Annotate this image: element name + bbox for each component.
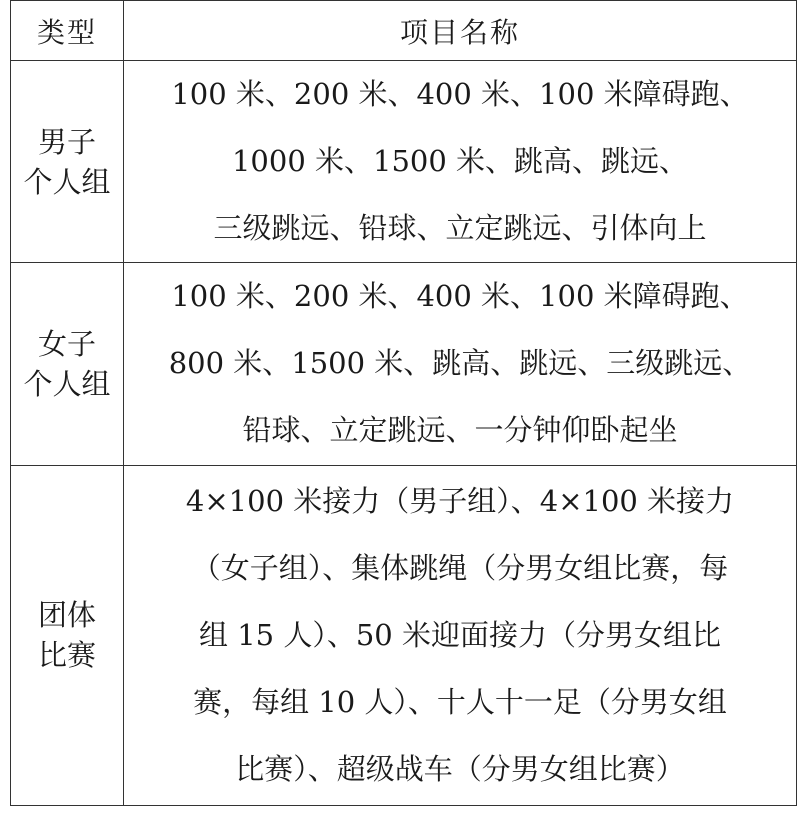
- item-line: 100 米、200 米、400 米、100 米障碍跑、: [171, 279, 749, 314]
- type-label-line: 个人组: [23, 164, 111, 199]
- item-line: 800 米、1500 米、跳高、跳远、三级跳远、: [168, 346, 752, 381]
- item-line: 铅球、立定跳远、一分钟仰卧起坐: [242, 413, 678, 448]
- type-label-line: 男子: [37, 124, 96, 159]
- type-cell-female: [11, 263, 124, 465]
- table-row: [11, 263, 797, 465]
- item-line: 1000 米、1500 米、跳高、跳远、: [231, 144, 689, 179]
- items-column-header: 项目名称: [124, 1, 797, 61]
- events-table: [10, 0, 797, 806]
- item-line: 三级跳远、铅球、立定跳远、引体向上: [213, 211, 707, 246]
- item-line: 100 米、200 米、400 米、100 米障碍跑、: [171, 77, 749, 112]
- item-line: 4×100 米接力（男子组）、4×100 米接力: [185, 483, 735, 518]
- items-cell-male: [124, 61, 797, 263]
- item-line: 赛，每组 10 人）、十人十一足（分男女组: [193, 684, 727, 719]
- type-label-line: 团体: [37, 598, 96, 633]
- items-cell-team: [124, 465, 797, 805]
- type-label-line: 比赛: [37, 638, 96, 673]
- item-line: （女子组）、集体跳绳（分男女组比赛，每: [191, 550, 729, 585]
- type-cell-team: [11, 465, 124, 805]
- type-cell-male: [11, 61, 124, 263]
- type-column-header: 类型: [11, 1, 124, 61]
- table-row: [11, 61, 797, 263]
- type-label-line: 女子: [37, 326, 96, 361]
- item-line: 比赛）、超级战车（分男女组比赛）: [235, 751, 685, 786]
- table-row: [11, 465, 797, 805]
- type-label-line: 个人组: [23, 366, 111, 401]
- table-header-row: [11, 1, 797, 61]
- items-cell-female: [124, 263, 797, 465]
- item-line: 组 15 人）、50 米迎面接力（分男女组比: [199, 617, 721, 652]
